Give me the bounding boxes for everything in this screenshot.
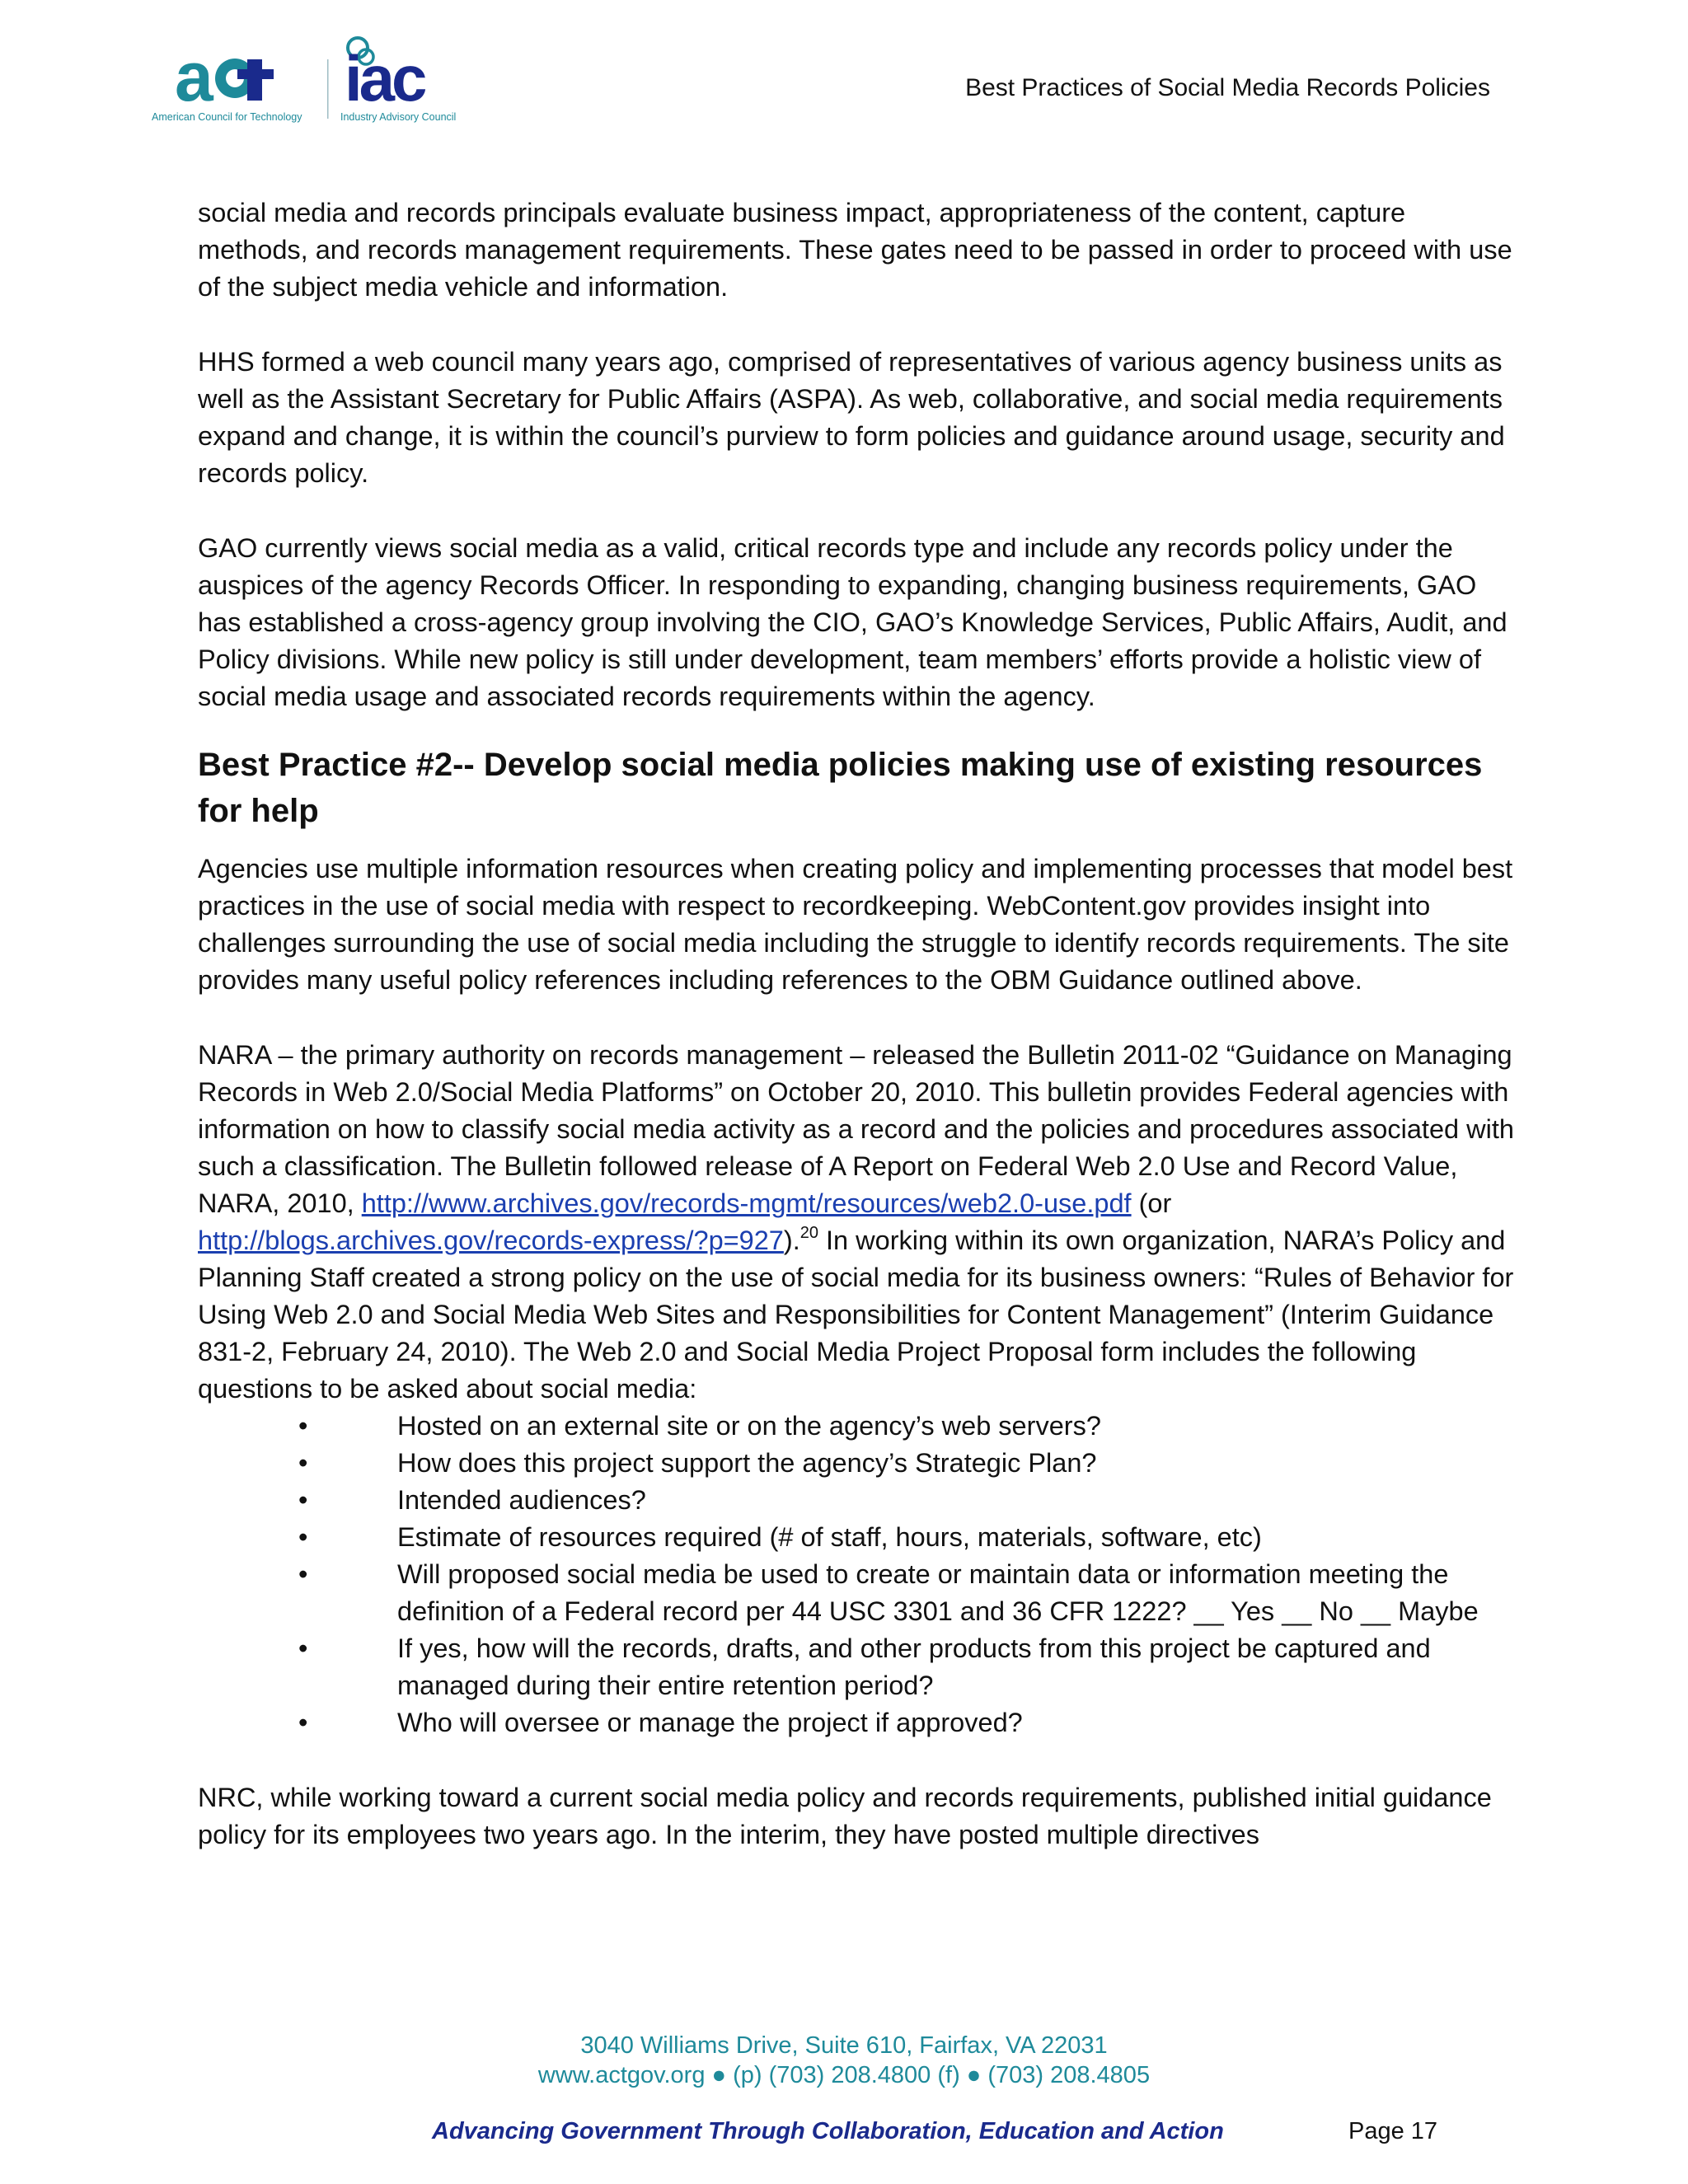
- bullet-icon: •: [298, 1559, 308, 1589]
- link-records-express-blog[interactable]: http://blogs.archives.gov/records-express/?p=927: [198, 1226, 784, 1255]
- list-item-text: If yes, how will the records, drafts, and other products from this project be captured and managed during their entire retention period?: [397, 1633, 1431, 1700]
- list-item-text: Who will oversee or manage the project if approved?: [397, 1708, 1023, 1737]
- svg-text:iac: iac: [345, 42, 424, 115]
- page-number: Page 17: [1348, 2118, 1438, 2144]
- logo-iac-caption: Industry Advisory Council: [340, 111, 457, 123]
- paragraph-gao: GAO currently views social media as a valid, critical records type and include any records policy under the auspices of the agency Records Officer. In responding to expanding, changing business requirements, GAO has established a cross-agency group involving the CIO, GAO’s Knowledge Services, Public Affairs, Audit, and Policy divisions. While new policy is still under development, team members’ efforts provide a holistic view of social media usage and associated records requirements within the agency.: [198, 533, 1507, 711]
- bullet-icon: •: [298, 1522, 308, 1552]
- footer-phone-line: www.actgov.org ● (p) (703) 208.4800 (f) ● (703) 208.4805: [537, 2062, 1151, 2088]
- list-item-text: Estimate of resources required (# of staff, hours, materials, software, etc): [397, 1522, 1262, 1552]
- footer-tagline: Advancing Government Through Collaboration, Education and Action: [432, 2118, 1224, 2144]
- list-item: [198, 1556, 1517, 1630]
- bullet-icon: •: [298, 1411, 308, 1441]
- paragraph-gates: social media and records principals evaluate business impact, appropriateness of the content, capture methods, and records management requirements. These gates need to be passed in order to proceed with use of the subject media vehicle and information.: [198, 198, 1512, 302]
- bullet-icon: •: [298, 1708, 308, 1737]
- list-item: [198, 1704, 1517, 1741]
- proposal-questions-list: [198, 1408, 1517, 1741]
- svg-text:a: a: [175, 38, 209, 115]
- bullet-icon: •: [298, 1448, 308, 1478]
- list-item: [198, 1408, 1517, 1445]
- link-archives-web2-report[interactable]: http://www.archives.gov/records-mgmt/resources/web2.0-use.pdf: [361, 1188, 1132, 1218]
- paragraph-nrc: NRC, while working toward a current social media policy and records requirements, published initial guidance policy for its employees two years ago. In the interim, they have posted multiple directives: [198, 1783, 1492, 1849]
- bullet-icon: •: [298, 1485, 308, 1515]
- logo-act-caption: American Council for Technology: [152, 111, 302, 123]
- list-item: [198, 1482, 1517, 1519]
- footer-contact: [0, 2031, 1688, 2090]
- act-iac-logo: [150, 30, 480, 133]
- bullet-icon: •: [298, 1633, 308, 1663]
- list-item-text: Will proposed social media be used to create or maintain data or information meeting the definition of a Federal record per 44 USC 3301 and 36 CFR 1222? __ Yes __ No __ Maybe: [397, 1559, 1479, 1626]
- list-item-text: Hosted on an external site or on the agency’s web servers?: [397, 1411, 1101, 1441]
- running-head: Best Practices of Social Media Records Policies: [965, 74, 1490, 101]
- list-item-text: Intended audiences?: [397, 1485, 646, 1515]
- list-item: [198, 1519, 1517, 1556]
- section-heading: Best Practice #2-- Develop social media policies making use of existing resources for help: [198, 747, 1483, 829]
- paragraph-webcontent: Agencies use multiple information resources when creating policy and implementing processes that model best practices in the use of social media with respect to recordkeeping. WebContent.gov provides insight into challenges surrounding the use of social media including the struggle to identify records requirements. The site provides many useful policy references including references to the OBM Guidance outlined above.: [198, 854, 1513, 995]
- act-iac-logo-graphic: [150, 30, 480, 133]
- footer-address: 3040 Williams Drive, Suite 610, Fairfax, VA 22031: [580, 2032, 1108, 2059]
- paragraph-nara: [198, 1037, 1517, 1408]
- nara-text-3: ).: [783, 1226, 800, 1255]
- list-item: [198, 1445, 1517, 1482]
- paragraph-hhs: HHS formed a web council many years ago, comprised of representatives of various agency business units as well as the Assistant Secretary for Public Affairs (ASPA). As web, collaborative, and social media requirements expand and change, it is within the council’s purview to form policies and guidance around usage, security and records policy.: [198, 347, 1505, 488]
- document-body: [198, 194, 1517, 1891]
- list-item-text: How does this project support the agency’s Strategic Plan?: [397, 1448, 1097, 1478]
- nara-text-2: (or: [1131, 1188, 1172, 1218]
- nara-text-4: In working within its own organization, NARA’s Policy and Planning Staff created a strong policy on the use of social media for its business owners: “Rules of Behavior for Using Web 2.0 and Social Media Web Sites and Responsibilities for Content Management” (Interim Guidance 831-2, February 24, 2010). The Web 2.0 and Social Media Project Proposal form includes the following questions to be asked about social media:: [198, 1226, 1514, 1404]
- list-item: [198, 1630, 1517, 1704]
- footnote-ref[interactable]: 20: [799, 1224, 818, 1242]
- nara-text-1: NARA – the primary authority on records management – released the Bulletin 2011-02 “Guidance on Managing Records in Web 2.0/Social Media Platforms” on October 20, 2010. This bulletin provides Federal agencies with information on how to classify social media activity as a record and the policies and procedures associated with such a classification. The Bulletin followed release of A Report on Federal Web 2.0 Use and Record Value, NARA, 2010,: [198, 1040, 1514, 1218]
